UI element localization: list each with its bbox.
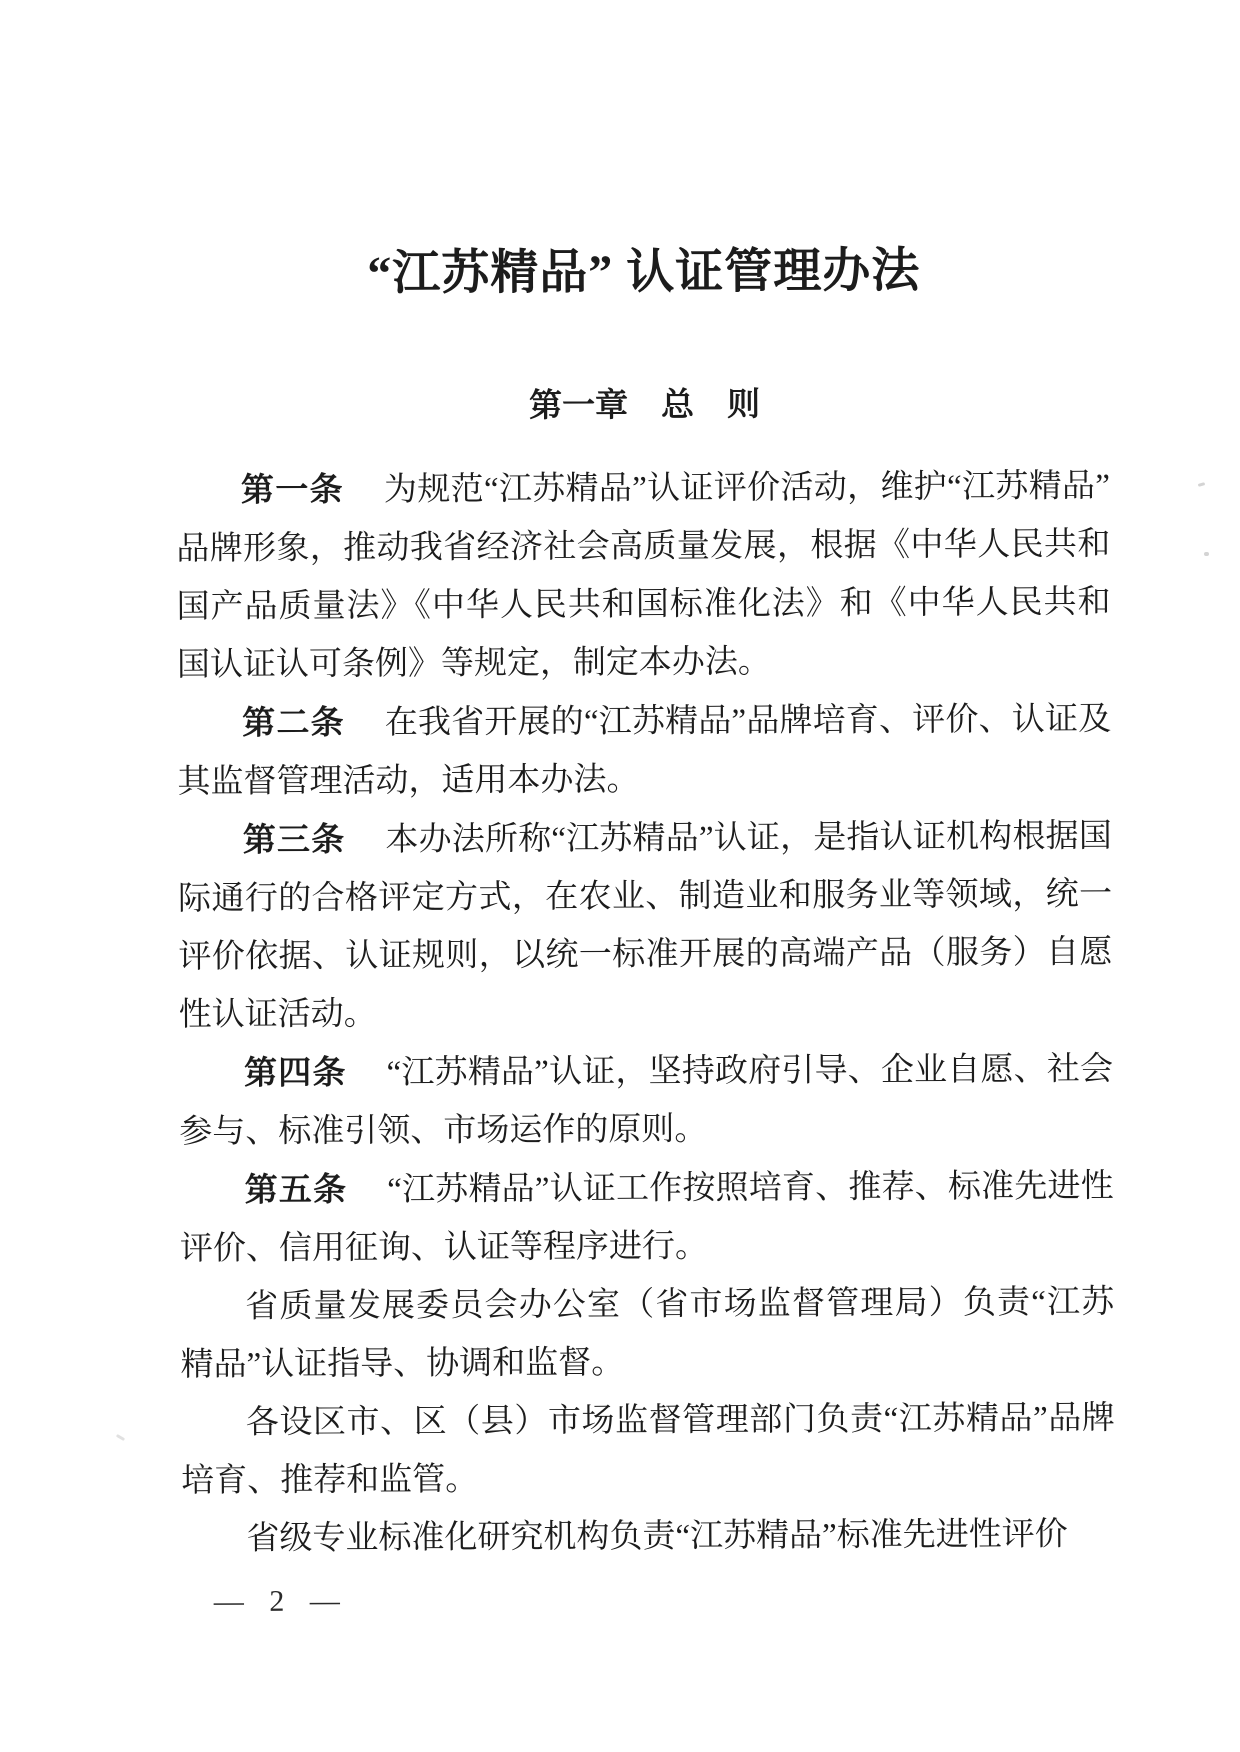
scan-speck (1204, 552, 1209, 556)
article-text: 各设区市、区（县）市场监督管理部门负责“江苏精品”品牌培育、推荐和监管。 (181, 1400, 1115, 1500)
article-number-label: 第三条 (242, 820, 346, 858)
article-number-label: 第四条 (243, 1053, 347, 1091)
article-text: 省级专业标准化研究机构负责“江苏精品”标准先进性评价 (246, 1516, 1068, 1557)
article-text: 省质量发展委员会办公室（省市场监督管理局）负责“江苏精品”认证指导、协调和监督。 (180, 1284, 1115, 1384)
article-paragraph (177, 689, 1112, 811)
article-number-label: 第二条 (242, 703, 345, 741)
article-paragraph (181, 1505, 1115, 1568)
article-number-label: 第五条 (244, 1170, 348, 1208)
article-paragraph (176, 456, 1111, 694)
article-text: 为规范“江苏精品”认证评价活动，维护“江苏精品”品牌形象，推动我省经济社会高质量发展，根据《中华人民共和国产品质量法》《中华人民共和国标准化法》和《中华人民共和国认证认可条例》等规定，制定本办法。 (176, 468, 1111, 684)
document-body (176, 456, 1116, 1568)
article-text: 本办法所称“江苏精品”认证，是指认证机构根据国际通行的合格评定方式，在农业、制造业和服务业等领域，统一评价依据、认证规则，以统一标准开展的高端产品（服务）自愿性认证活动。 (178, 818, 1113, 1034)
article-text: “江苏精品”认证工作按照培育、推荐、标准先进性评价、信用征询、认证等程序进行。 (179, 1168, 1114, 1268)
article-paragraph (179, 1039, 1114, 1161)
article-paragraph (180, 1273, 1115, 1394)
article-paragraph (178, 806, 1113, 1044)
document-title: “江苏精品” 认证管理办法 (367, 244, 921, 301)
article-text: 在我省开展的“江苏精品”品牌培育、评价、认证及其监督管理活动，适用本办法。 (177, 701, 1112, 801)
article-paragraph (181, 1389, 1116, 1510)
page-number: — 2 — (213, 1584, 344, 1619)
chapter-heading: 第一章 总 则 (528, 385, 761, 424)
article-text: “江苏精品”认证，坚持政府引导、企业自愿、社会参与、标准引领、市场运作的原则。 (179, 1051, 1114, 1151)
article-paragraph (179, 1156, 1114, 1278)
article-number-label: 第一条 (240, 470, 345, 508)
